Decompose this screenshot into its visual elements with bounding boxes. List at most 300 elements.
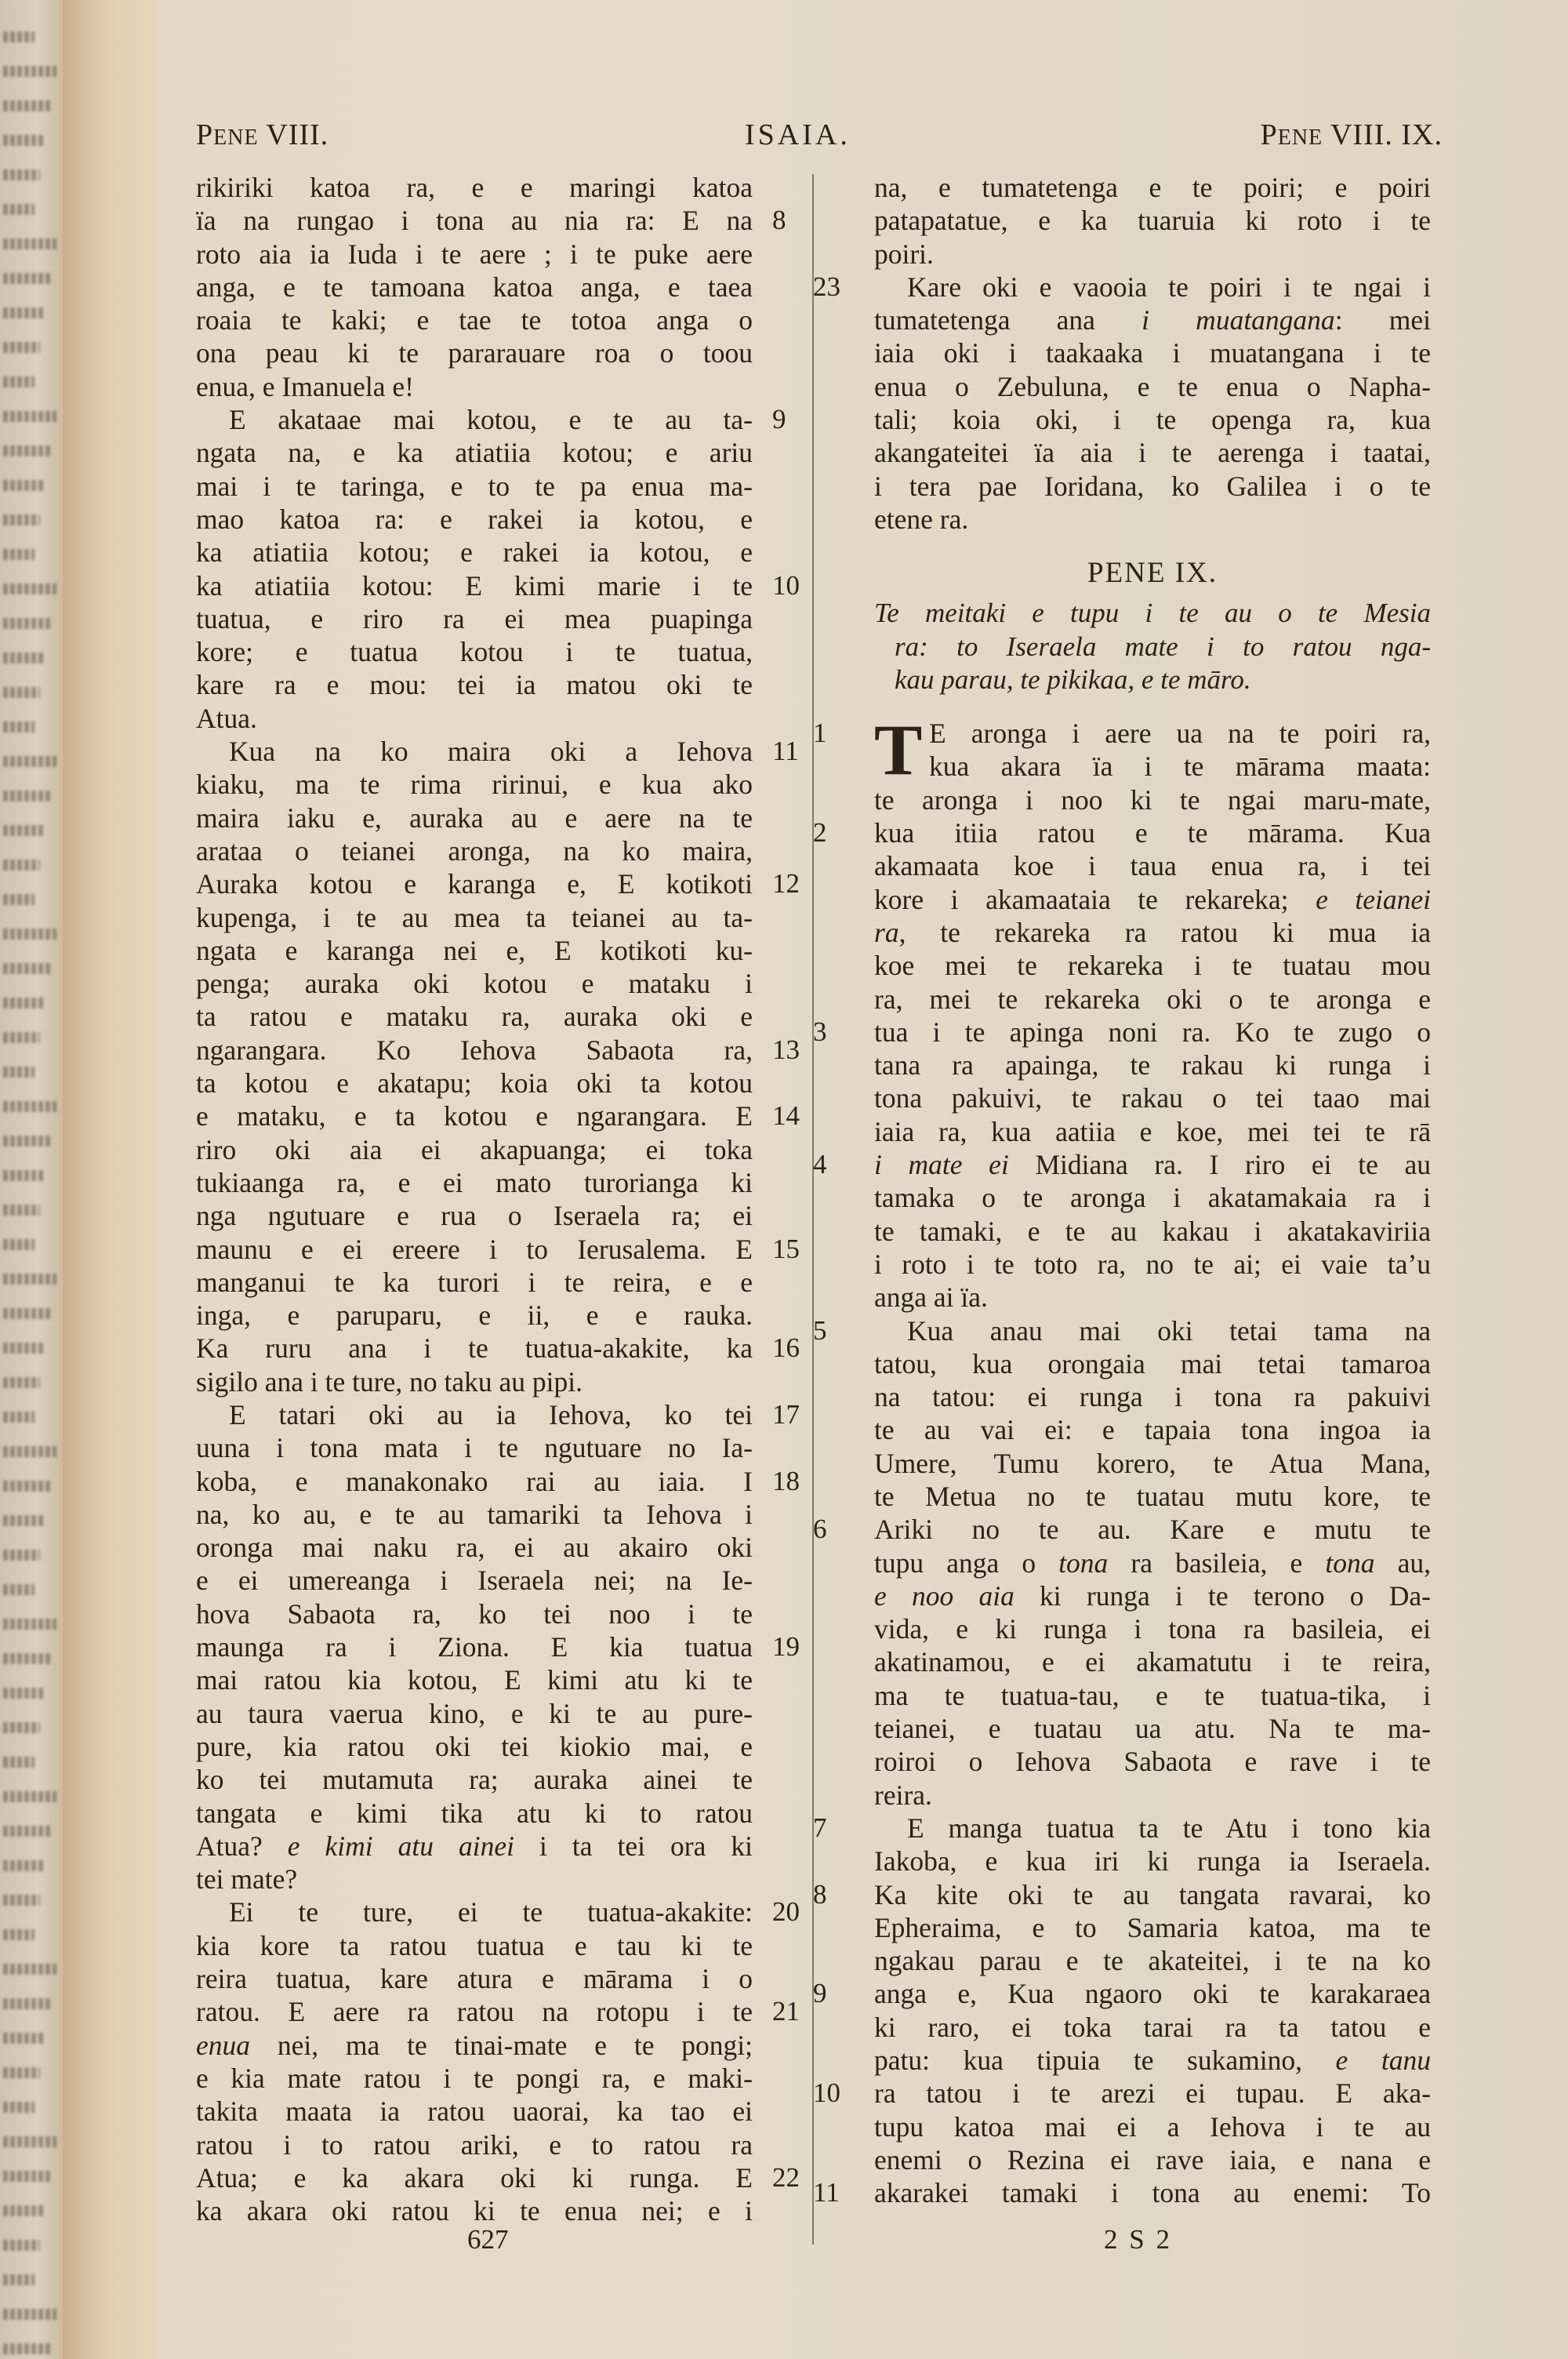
ghost-text-line <box>3 480 45 491</box>
verse-number: 15 <box>772 1233 800 1264</box>
running-head-right: PENE VIII. IX. <box>1260 118 1443 151</box>
line-text: E manga tuatua ta te Atu i tono kia <box>907 1812 1431 1844</box>
text-line <box>196 1100 800 1132</box>
line-text: anga, e te tamoana katoa anga, e taea <box>196 271 753 303</box>
ghost-text-line <box>3 135 45 146</box>
ghost-text-line <box>3 1791 56 1802</box>
line-text: na tatou: ei runga i tona ra pakuivi <box>874 1381 1431 1413</box>
text-line <box>196 2128 753 2161</box>
ghost-text-line <box>3 411 56 422</box>
line-text: patu: kua tipuia te sukamino, e tanu <box>874 2045 1431 2077</box>
text-line <box>874 1645 1431 1678</box>
text-line <box>196 901 753 934</box>
ghost-text-line <box>3 2343 51 2354</box>
line-text: roto aia ia Iuda i te aere ; i te puke aere <box>196 238 753 270</box>
text-line <box>196 1630 800 1663</box>
ghost-text-line <box>3 2033 45 2044</box>
ghost-text-line <box>3 583 56 594</box>
verse-number: 23 <box>813 271 840 302</box>
text-line <box>196 2095 753 2128</box>
text-line <box>196 967 753 1000</box>
verse-number: 8 <box>772 205 786 236</box>
text-line <box>874 403 1431 436</box>
line-text: ra, mei te rekareka oki o te aronga e <box>874 983 1431 1015</box>
text-line <box>874 983 1431 1016</box>
ghost-text-line <box>3 1136 51 1147</box>
text-line <box>196 1398 800 1431</box>
text-line <box>874 883 1431 916</box>
text-line <box>196 768 753 801</box>
ghost-text-line <box>3 756 56 767</box>
line-text: roaia te kaki; e tae te totoa anga o <box>196 304 753 336</box>
line-text: i tera pae Ioridana, ko Galilea i o te <box>874 470 1431 502</box>
line-text: te au vai ei: e tapaia tona ingoa ia <box>874 1414 1431 1446</box>
ghost-text-line <box>3 963 51 974</box>
verse-number: 11 <box>772 736 799 767</box>
line-text: te Metua no te tuatau mutu kore, te <box>874 1480 1431 1512</box>
line-text: oronga mai naku ra, ei au akairo oki <box>196 1532 753 1564</box>
ghost-text-line <box>3 1688 45 1699</box>
verse-number: 17 <box>772 1398 800 1430</box>
verse-number: 6 <box>813 1514 827 1545</box>
text-line <box>196 1266 753 1299</box>
text-line <box>196 403 786 436</box>
line-text: ta kotou e akatapu; koia oki ta kotou <box>196 1067 753 1100</box>
text-line <box>874 1447 1431 1480</box>
ghost-text-line <box>3 1998 51 2009</box>
text-line <box>196 1830 753 1863</box>
line-text: Atua? e kimi atu ainei i ta tei ora ki <box>196 1830 753 1862</box>
ghost-text-line <box>3 2274 34 2285</box>
line-text: enua, e Imanuela e! <box>196 370 414 402</box>
ghost-text-line <box>3 1757 34 1768</box>
text-line <box>874 1612 1431 1645</box>
line-text: tupu anga o tona ra basileia, e tona au, <box>874 1547 1431 1579</box>
text-line <box>874 1380 1431 1413</box>
summary-line: ra: to Iseraela mate i to ratou nga- <box>895 631 1431 662</box>
line-text: ko tei mutamuta ra; auraka ainei te <box>196 1764 753 1796</box>
line-text: Ka kite oki te au tangata ravarai, ko <box>874 1878 1431 1910</box>
line-text: vida, e ki runga i tona ra basileia, ei <box>874 1613 1431 1645</box>
ghost-text-line <box>3 1343 45 1354</box>
text-line <box>813 1314 1431 1347</box>
line-text: e ei umereanga i Iseraela nei; na Ie- <box>196 1565 753 1597</box>
ghost-text-line <box>3 1619 56 1630</box>
text-line <box>874 1413 1431 1446</box>
line-text: koe mei te rekareka i te tuatau mou <box>874 950 1431 982</box>
line-text: E aronga i aere ua na te poiri ra, <box>929 718 1431 750</box>
text-line <box>196 1067 753 1100</box>
line-text: e noo aia ki runga i te terono o Da- <box>874 1579 1431 1612</box>
line-text: Ariki no te au. Kare e mutu te <box>874 1514 1431 1546</box>
line-text: kia kore ta ratou tuatua e tau ki te <box>196 1929 753 1961</box>
ghost-text-line <box>3 2067 40 2078</box>
text-line <box>874 503 1431 536</box>
text-line <box>874 849 1431 882</box>
text-line <box>196 2062 753 2095</box>
line-text: enua nei, ma te tinai-mate e te pongi; <box>196 2029 753 2061</box>
text-line <box>196 304 753 336</box>
line-text: ngata na, e ka atiatiia kotou; e ariu <box>196 437 753 469</box>
line-text: Atua. <box>196 702 257 734</box>
text-line <box>874 916 1431 949</box>
ghost-text-line <box>3 31 34 42</box>
line-text: Atua; e ka akara oki ki runga. E <box>196 2161 753 2194</box>
line-text: ta ratou e mataku ra, auraka oki e <box>196 1001 753 1033</box>
line-text: arataa o teianei aronga, na ko maira, <box>196 834 753 867</box>
line-text: ngata e karanga nei e, E kotikoti ku- <box>196 934 753 966</box>
text-line <box>874 1579 1431 1612</box>
text-line <box>813 1812 1431 1845</box>
page-number: 627 <box>467 2224 509 2255</box>
line-text: kore; e tuatua kotou i te tuatua, <box>196 636 753 668</box>
verse-number: 1 <box>813 718 827 749</box>
ghost-text-line <box>3 1205 40 1216</box>
line-text: poiri. <box>874 238 934 270</box>
text-line <box>874 370 1431 403</box>
text-line <box>196 635 753 668</box>
text-line <box>874 1281 1431 1314</box>
verse-number: 14 <box>772 1100 800 1132</box>
text-line <box>196 1763 753 1796</box>
right-text-column <box>813 171 1431 2210</box>
line-text: ngarangara. Ko Iehova Sabaota ra, <box>196 1034 753 1066</box>
line-text: inga, e paruparu, e ii, e e rauka. <box>196 1299 753 1332</box>
text-line <box>874 949 1431 982</box>
text-line <box>196 2029 753 2062</box>
line-text: Kua na ko maira oki a Iehova <box>229 736 753 768</box>
line-text: enua o Zebuluna, e te enua o Napha- <box>874 370 1431 402</box>
line-text: reira tuatua, kare atura e mārama i o <box>196 1963 753 1995</box>
text-line <box>196 934 753 967</box>
ghost-text-line <box>3 1308 51 1319</box>
ghost-text-line <box>3 376 34 387</box>
verse-number: 16 <box>772 1332 800 1364</box>
text-line <box>196 569 800 602</box>
running-head <box>196 118 1443 157</box>
verse-number: 9 <box>772 404 786 435</box>
line-text: manganui te ka turori i te reira, e e <box>196 1266 753 1298</box>
line-text: kua itiia ratou e te mārama. Kua <box>874 817 1431 849</box>
ghost-text-line <box>3 687 40 698</box>
ghost-text-line <box>3 652 45 663</box>
line-text: maira iaku e, auraka au e aere na te <box>196 801 753 834</box>
drop-cap-letter: T <box>874 710 923 791</box>
line-text: mai ratou kia kotou, E kimi atu ki te <box>196 1664 753 1696</box>
text-line <box>196 1531 753 1564</box>
line-text: E akataae mai kotou, e te au ta- <box>229 404 753 436</box>
verse-number: 19 <box>772 1631 800 1663</box>
verse-number: 9 <box>813 1978 827 2009</box>
text-line <box>874 1215 1431 1248</box>
text-line <box>196 702 753 735</box>
ghost-text-line <box>3 169 40 180</box>
text-line <box>196 1034 800 1067</box>
text-line <box>196 2194 753 2227</box>
text-line <box>196 370 753 403</box>
text-line <box>196 1332 800 1365</box>
text-line <box>813 1016 1431 1049</box>
text-line <box>874 1547 1431 1579</box>
line-text: au taura vaerua kino, e ki te au pure- <box>196 1697 753 1729</box>
text-line <box>874 1181 1431 1214</box>
line-text: sigilo ana i te ture, no taku au pipi. <box>196 1365 583 1398</box>
text-line <box>874 1480 1431 1513</box>
verse-number: 18 <box>772 1465 800 1496</box>
line-text: tumatetenga ana i muatangana: mei <box>874 304 1431 336</box>
text-line <box>874 436 1431 469</box>
ghost-text-line <box>3 1274 56 1285</box>
text-line <box>196 1133 753 1166</box>
line-text: tua i te apinga noni ra. Ko te zugo o <box>874 1016 1431 1048</box>
line-text: akatinamou, e ei akamatutu i te reira, <box>874 1646 1431 1678</box>
line-text: ka atiatiia kotou; e rakei ia kotou, e <box>196 536 753 569</box>
text-line <box>874 1712 1431 1745</box>
ghost-text-line <box>3 445 51 456</box>
summary-line: Te meitaki e tupu i te au o te Mesia <box>874 598 1431 629</box>
text-line <box>196 1995 800 2028</box>
text-line <box>196 470 753 503</box>
ghost-text-line <box>3 860 40 871</box>
line-text: rikiriki katoa ra, e e maringi katoa <box>196 172 753 203</box>
verse-number: 11 <box>813 2177 840 2208</box>
text-line <box>196 1663 753 1696</box>
ghost-text-line <box>3 1895 40 1906</box>
line-text: kare ra e mou: tei ia matou oki te <box>196 669 753 701</box>
line-text: reira. <box>874 1779 932 1811</box>
ghost-text-line <box>3 929 56 940</box>
text-line <box>196 834 753 867</box>
line-text: e mataku, e ta kotou e ngarangara. E <box>196 1100 753 1132</box>
ghost-text-line <box>3 273 51 284</box>
ghost-text-line <box>3 2171 51 2182</box>
line-text: ki raro, ei toka tarai ra ta tatou e <box>874 2011 1431 2043</box>
text-line <box>813 1148 1431 1181</box>
line-text: akarakei tamaki i tona au enemi: To <box>874 2177 1431 2209</box>
ghost-text-line <box>3 894 34 905</box>
line-text: i mate ei Midiana ra. I riro ei te au <box>874 1149 1431 1181</box>
line-text: teianei, e tuatau ua atu. Na te ma- <box>874 1713 1431 1745</box>
line-text: iaia ra, kua aatiia e koe, mei tei te rā <box>874 1115 1431 1147</box>
ghost-text-line <box>3 1446 56 1457</box>
text-line <box>874 1081 1431 1114</box>
line-text: ka akara oki ratou ki te enua nei; e i <box>196 2195 753 2227</box>
line-text: Ei te ture, ei te tuatua-akakite: <box>229 1896 753 1928</box>
running-head-left: PENE VIII. <box>196 118 329 151</box>
line-text: koba, e manakonako rai au iaia. I <box>196 1465 753 1497</box>
text-line <box>196 536 753 569</box>
ghost-text-line <box>3 1826 51 1837</box>
ghost-text-line <box>3 2102 34 2113</box>
line-text: anga ai ïa. <box>874 1281 988 1314</box>
ghost-text-line <box>3 204 34 215</box>
text-line <box>813 816 1431 849</box>
verse-number: 13 <box>772 1034 800 1065</box>
line-text: Epheraima, e to Samaria katoa, ma te <box>874 1911 1431 1943</box>
line-text: Kare oki e vaooia te poiri i te ngai i <box>907 271 1431 303</box>
text-line <box>196 336 753 369</box>
line-text: maunga ra i Ziona. E kia tuatua <box>196 1631 753 1663</box>
ghost-text-line <box>3 238 56 249</box>
ghost-text-line <box>3 1032 40 1043</box>
verse-number: 10 <box>813 2077 840 2109</box>
text-line <box>196 1863 753 1896</box>
text-line <box>196 503 753 536</box>
line-text: tangata e kimi tika atu ki to ratou <box>196 1797 753 1829</box>
text-line <box>874 2011 1431 2044</box>
line-text: tukiaanga ra, e ei mato turorianga ki <box>196 1166 753 1198</box>
text-line <box>874 1779 1431 1812</box>
line-text: ïa na rungao i tona au nia ra: E na <box>196 205 753 237</box>
line-text: ra, te rekareka ra ratou ki mua ia <box>874 916 1431 948</box>
text-line <box>196 1431 753 1464</box>
line-text: mai i te taringa, e to te pa enua ma- <box>196 470 753 502</box>
ghost-text-line <box>3 618 51 629</box>
ghost-text-line <box>3 1722 40 1733</box>
text-line <box>196 602 753 635</box>
line-text: Iakoba, e kua iri ki runga ia Iseraela. <box>874 1845 1431 1877</box>
ghost-text-line <box>3 825 45 836</box>
ghost-text-line <box>3 1239 34 1250</box>
line-text: i roto i te toto ra, no te ai; ei vaie ta’u <box>874 1248 1431 1280</box>
text-line <box>813 1878 1431 1911</box>
ghost-text-line <box>3 722 34 732</box>
line-text: ngakau parau e te akateitei, i te na ko <box>874 1945 1431 1977</box>
text-line <box>196 1797 753 1830</box>
line-text: maunu e ei ereere i to Ierusalema. E <box>196 1233 753 1265</box>
line-text: te tamaki, e te au kakau i akatakaviriia <box>874 1215 1431 1247</box>
text-line <box>196 668 753 701</box>
line-text: kupenga, i te au mea ta teianei au ta- <box>196 901 753 933</box>
line-text: Umere, Tumu korero, te Atua Mana, <box>874 1447 1431 1479</box>
text-line <box>874 783 1431 816</box>
text-line <box>874 1944 1431 1977</box>
verse-number: 22 <box>772 2161 800 2193</box>
line-text: ra tatou i te arezi ei tupau. E aka- <box>874 2077 1431 2110</box>
ghost-text-line <box>3 791 51 801</box>
text-line <box>813 271 1431 304</box>
text-line <box>874 2110 1431 2143</box>
line-text: ratou i to ratou ariki, e to ratou ra <box>196 2128 753 2161</box>
ghost-text-line <box>3 1550 40 1561</box>
line-text: patapatatue, e ka tuaruia ki roto i te <box>874 205 1431 237</box>
text-line <box>874 1049 1431 1081</box>
text-line <box>874 1347 1431 1380</box>
left-text-column <box>196 171 800 2227</box>
line-text: enemi o Rezina ei rave iaia, e nana e <box>874 2143 1431 2175</box>
verse-number: 2 <box>813 817 827 849</box>
line-text: ona peau ki te pararauare roa o toou <box>196 337 753 369</box>
ghost-text-line <box>3 1377 40 1388</box>
line-text: etene ra. <box>874 503 969 535</box>
text-line <box>196 1697 753 1730</box>
text-line <box>813 1977 1431 2010</box>
ghost-text-line <box>3 342 40 353</box>
text-line <box>196 1962 753 1995</box>
text-line <box>196 1166 753 1199</box>
ghost-text-line <box>3 1964 56 1975</box>
line-text: na, ko au, e te au tamariki ta Iehova i <box>196 1498 753 1530</box>
ghost-text-line <box>3 2205 45 2216</box>
line-text: ratou. E aere ra ratou na rotopu i te <box>196 1996 753 2028</box>
verse-number: 4 <box>813 1149 827 1180</box>
ghost-text-line <box>3 998 45 1009</box>
ghost-text-line <box>3 100 51 111</box>
line-text: tuatua, e riro ra ei mea puapinga <box>196 602 753 634</box>
ghost-text-line <box>3 1584 34 1595</box>
text-line <box>874 204 1431 237</box>
line-text: tamaka o te aronga i akatamakaia ra i <box>874 1182 1431 1214</box>
line-text: kore i akamaataia te rekareka; e teianei <box>874 883 1431 915</box>
running-head-book-title: ISAIA. <box>745 118 851 151</box>
verse-number: 20 <box>772 1896 800 1928</box>
book-gutter <box>63 0 165 2359</box>
text-line <box>813 2077 1431 2110</box>
ghost-text-line <box>3 514 40 525</box>
text-line <box>196 1233 800 1266</box>
text-line <box>874 238 1431 271</box>
text-line <box>813 1513 1431 1546</box>
line-text: akangateitei ïa aia i te aerenga i taatai, <box>874 437 1431 469</box>
text-line <box>874 1115 1431 1148</box>
text-line <box>874 336 1431 369</box>
ghost-text-line <box>3 549 34 560</box>
text-line <box>874 2143 1431 2176</box>
line-text: tona pakuivi, te rakau o tei taao mai <box>874 1082 1431 1114</box>
ghost-text-line <box>3 1101 56 1112</box>
text-line <box>196 1000 753 1033</box>
text-line <box>196 1598 753 1630</box>
line-text: e kia mate ratou i te pongi ra, e maki- <box>196 2062 753 2094</box>
text-line <box>874 1745 1431 1778</box>
text-line <box>196 1896 800 1928</box>
text-line <box>196 204 786 237</box>
line-text: pure, kia ratou oki tei kiokio mai, e <box>196 1730 753 1762</box>
text-line <box>196 1498 753 1531</box>
verse-number: 5 <box>813 1314 827 1346</box>
line-text: akamaata koe i taua enua ra, i tei <box>874 850 1431 882</box>
line-text: riro oki aia ei akapuanga; ei toka <box>196 1133 753 1165</box>
line-text: tali; koia oki, i te openga ra, kua <box>874 404 1431 436</box>
ghost-text-line <box>3 2309 56 2320</box>
text-line <box>196 171 753 204</box>
text-line <box>196 1929 753 1962</box>
text-line <box>196 238 753 271</box>
ghost-text-line <box>3 307 45 318</box>
verse-number: 8 <box>813 1878 827 1910</box>
line-text: hova Sabaota ra, ko tei noo i te <box>196 1598 753 1630</box>
ghost-text-line <box>3 1412 34 1423</box>
ghost-text-line <box>3 2136 56 2147</box>
ghost-text-line <box>3 1653 51 1664</box>
text-line <box>874 1911 1431 1944</box>
text-line <box>874 171 1431 204</box>
line-text: tupu katoa mai ei a Iehova i te au <box>874 2110 1431 2143</box>
line-text: penga; auraka oki kotou e mataku i <box>196 968 753 1000</box>
ghost-text-line <box>3 1929 34 1940</box>
text-line <box>196 1299 753 1332</box>
text-line <box>196 1564 753 1597</box>
text-line <box>196 867 800 900</box>
line-text: tana ra apainga, te rakau ki runga i <box>874 1049 1431 1081</box>
line-text: ka atiatiia kotou: E kimi marie i te <box>196 569 753 602</box>
text-line <box>874 470 1431 503</box>
text-line <box>196 1199 753 1232</box>
right-column-continuation <box>813 171 1431 536</box>
text-line <box>874 2044 1431 2077</box>
text-line <box>196 1365 753 1398</box>
ghost-text-line <box>3 1170 45 1181</box>
